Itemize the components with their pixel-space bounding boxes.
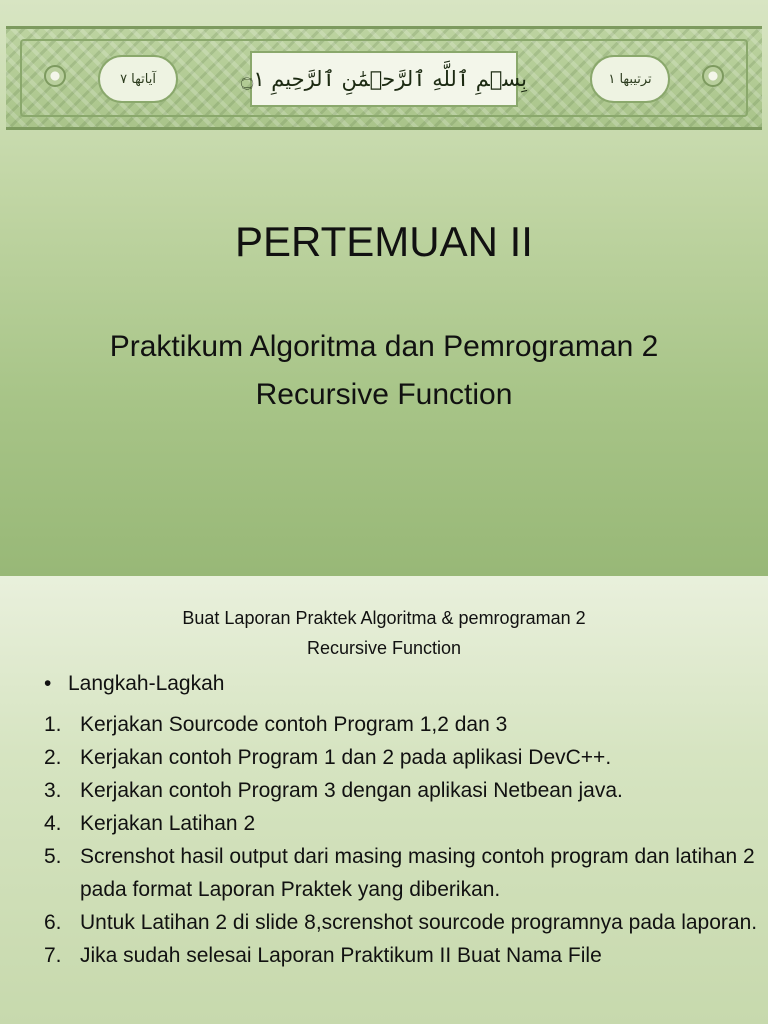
step-text: Untuk Latihan 2 di slide 8,screnshot sourcode programnya pada laporan. [80, 911, 758, 934]
step-number: 3. [44, 779, 62, 802]
list-item [44, 840, 760, 906]
step-number: 1. [44, 713, 62, 736]
list-item [44, 741, 760, 774]
list-item [44, 807, 760, 840]
step-number: 2. [44, 746, 62, 769]
banner-right-cartouche: ترتيبها ١ [590, 55, 670, 103]
step-text: Screnshot hasil output dari masing masing contoh program dan latihan 2 pada format Laporan Praktek yang diberikan. [80, 845, 755, 901]
rosette-ornament-icon [44, 65, 66, 87]
slide-title: PERTEMUAN II [235, 218, 533, 265]
banner-calligraphy: بِسۡمِ ٱللَّهِ ٱلرَّحۡمَٰنِ ٱلرَّحِيمِ ۝١ [250, 51, 518, 107]
steps-list [44, 708, 760, 972]
step-number: 4. [44, 812, 62, 835]
list-item [44, 708, 760, 741]
content-heading-line-1: Buat Laporan Praktek Algoritma & pemrograman 2 [182, 608, 586, 628]
banner-left-cartouche: آياتها ٧ [98, 55, 178, 103]
bismillah-banner [6, 26, 762, 130]
step-number: 7. [44, 944, 62, 967]
slide-subtitle-line-2: Recursive Function [255, 378, 513, 411]
slide-subtitle-line-1: Praktikum Algoritma dan Pemrograman 2 [109, 330, 659, 363]
list-item [44, 906, 760, 939]
step-text: Kerjakan contoh Program 3 dengan aplikasi Netbean java. [80, 779, 623, 802]
content-heading-line-2: Recursive Function [306, 638, 462, 658]
list-item [44, 774, 760, 807]
content-slide [0, 576, 768, 1024]
bullet-text: Langkah-Lagkah [68, 672, 225, 695]
rosette-ornament-icon [702, 65, 724, 87]
step-number: 6. [44, 911, 62, 934]
step-text: Kerjakan Sourcode contoh Program 1,2 dan 3 [80, 713, 508, 736]
step-text: Kerjakan contoh Program 1 dan 2 pada aplikasi DevC++. [80, 746, 612, 769]
bullet-item [44, 672, 224, 696]
step-text: Jika sudah selesai Laporan Praktikum II Buat Nama File [80, 944, 602, 967]
step-text: Kerjakan Latihan 2 [80, 812, 256, 835]
list-item [44, 939, 760, 972]
bullet-dot-icon: • [44, 672, 52, 695]
step-number: 5. [44, 845, 62, 868]
